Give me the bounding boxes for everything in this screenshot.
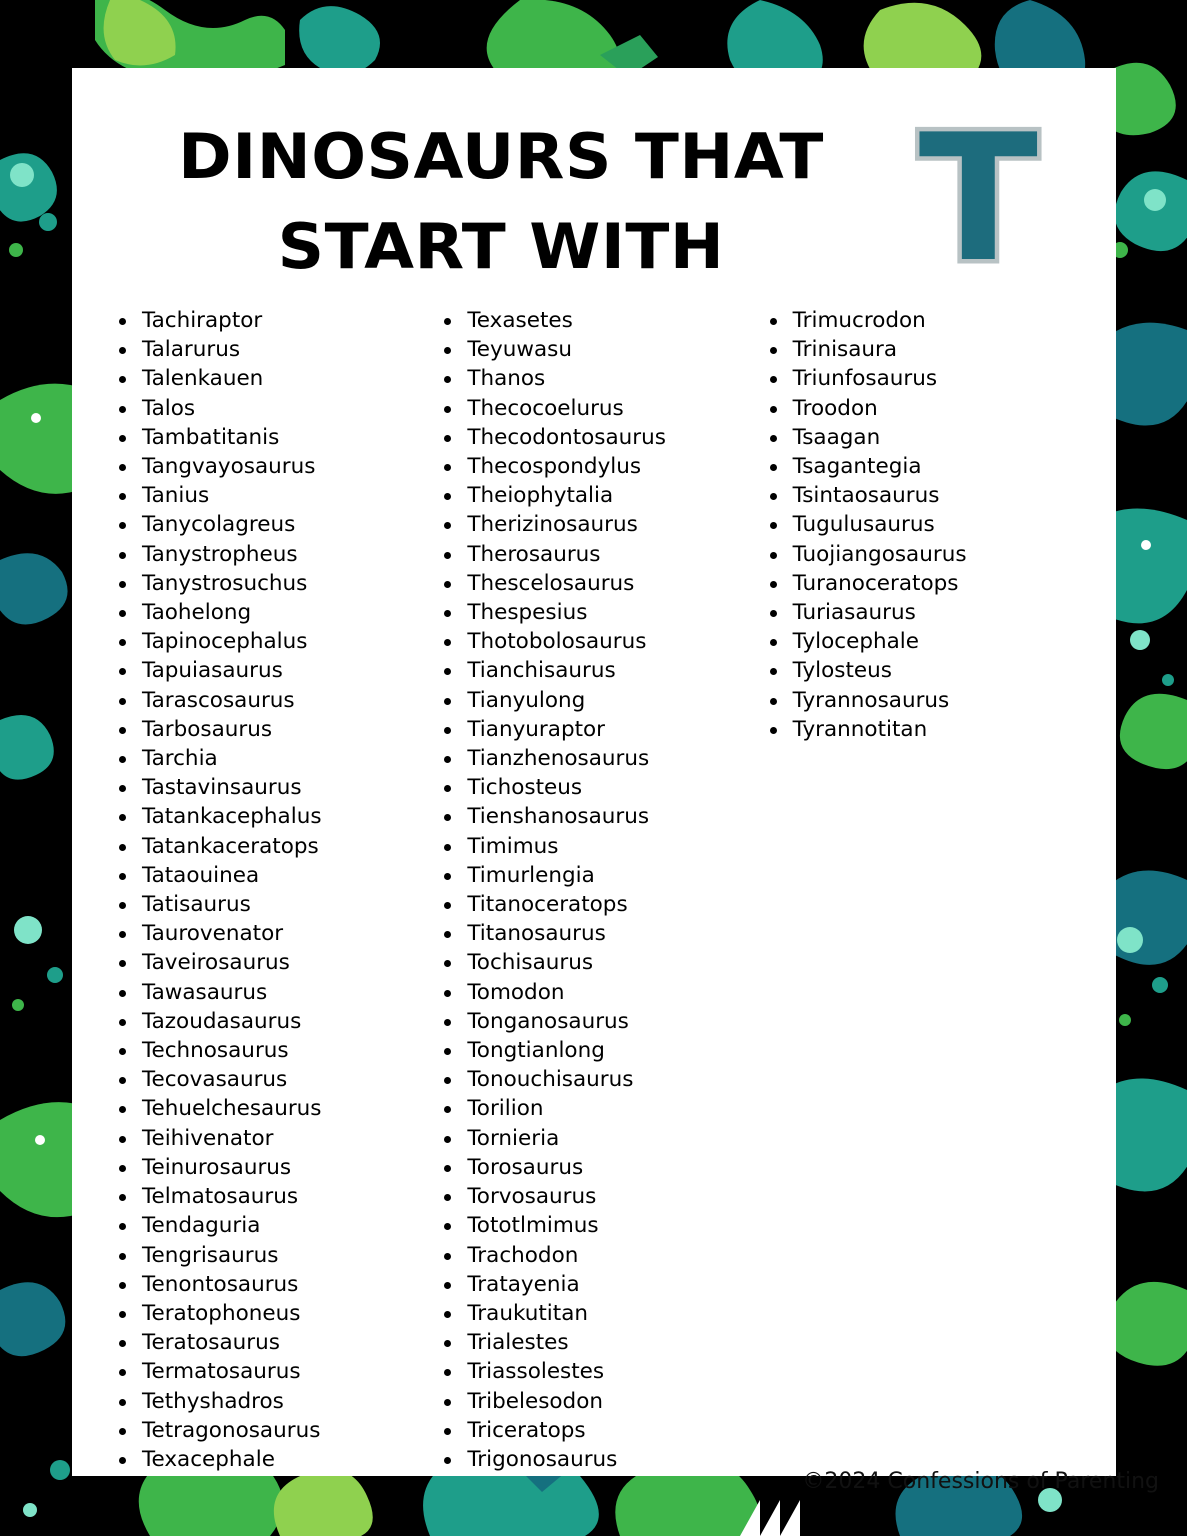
list-item: Texasetes — [431, 306, 756, 335]
list-item: Tsaagan — [757, 423, 1082, 452]
printable-sheet — [72, 68, 1116, 1476]
list-item: Triceratops — [431, 1416, 756, 1445]
list-item: Tachiraptor — [106, 306, 431, 335]
list-item: Theiophytalia — [431, 481, 756, 510]
list-item: Tataouinea — [106, 861, 431, 890]
list-item: Thotobolosaurus — [431, 627, 756, 656]
list-item: Talenkauen — [106, 364, 431, 393]
list-item: Timurlengia — [431, 861, 756, 890]
list-item: Trigonosaurus — [431, 1445, 756, 1474]
list-item: Talos — [106, 394, 431, 423]
list-item: Tapuiasaurus — [106, 656, 431, 685]
list-item: Tsagantegia — [757, 452, 1082, 481]
page-header — [106, 92, 1082, 302]
list-item: Thescelosaurus — [431, 569, 756, 598]
list-item: Turanoceratops — [757, 569, 1082, 598]
list-item: Tendaguria — [106, 1211, 431, 1240]
page-title-line-1: DINOSAURS THAT — [178, 120, 824, 193]
list-item: Tyrannosaurus — [757, 686, 1082, 715]
list-item: Tazoudasaurus — [106, 1007, 431, 1036]
list-item: Trachodon — [431, 1241, 756, 1270]
list-item: Tongtianlong — [431, 1036, 756, 1065]
list-item: Turiasaurus — [757, 598, 1082, 627]
name-list-1 — [106, 306, 431, 1474]
list-item: Tianyuraptor — [431, 715, 756, 744]
list-item: Tornieria — [431, 1124, 756, 1153]
list-item: Tengrisaurus — [106, 1241, 431, 1270]
list-item: Tuojiangosaurus — [757, 540, 1082, 569]
list-item: Triunfosaurus — [757, 364, 1082, 393]
name-list-2 — [431, 306, 756, 1474]
list-item: Trinisaura — [757, 335, 1082, 364]
list-item: Tratayenia — [431, 1270, 756, 1299]
list-item: Tetragonosaurus — [106, 1416, 431, 1445]
list-item: Tianchisaurus — [431, 656, 756, 685]
list-item: Tatankaceratops — [106, 832, 431, 861]
list-item: Therosaurus — [431, 540, 756, 569]
list-item: Tianyulong — [431, 686, 756, 715]
list-item: Tarbosaurus — [106, 715, 431, 744]
list-item: Technosaurus — [106, 1036, 431, 1065]
list-item: Thecocoelurus — [431, 394, 756, 423]
list-item: Timimus — [431, 832, 756, 861]
list-item: Texacephale — [106, 1445, 431, 1474]
name-column-2 — [431, 306, 756, 1474]
list-item: Tehuelchesaurus — [106, 1094, 431, 1123]
list-item: Tarascosaurus — [106, 686, 431, 715]
list-item: Tanystropheus — [106, 540, 431, 569]
list-item: Telmatosaurus — [106, 1182, 431, 1211]
list-item: Teratophoneus — [106, 1299, 431, 1328]
list-item: Tenontosaurus — [106, 1270, 431, 1299]
list-item: Termatosaurus — [106, 1357, 431, 1386]
list-item: Torvosaurus — [431, 1182, 756, 1211]
list-item: Talarurus — [106, 335, 431, 364]
list-item: Tambatitanis — [106, 423, 431, 452]
list-item: Tochisaurus — [431, 948, 756, 977]
list-item: Tatisaurus — [106, 890, 431, 919]
list-item: Tangvayosaurus — [106, 452, 431, 481]
list-item: Taveirosaurus — [106, 948, 431, 977]
list-item: Taurovenator — [106, 919, 431, 948]
list-item: Thanos — [431, 364, 756, 393]
list-item: Titanosaurus — [431, 919, 756, 948]
list-item: Tatankacephalus — [106, 802, 431, 831]
list-item: Trialestes — [431, 1328, 756, 1357]
list-item: Tichosteus — [431, 773, 756, 802]
list-item: Tarchia — [106, 744, 431, 773]
list-item: Thecospondylus — [431, 452, 756, 481]
name-column-1 — [106, 306, 431, 1474]
list-item: Teinurosaurus — [106, 1153, 431, 1182]
list-item: Teratosaurus — [106, 1328, 431, 1357]
list-item: Torilion — [431, 1094, 756, 1123]
list-item: Tianzhenosaurus — [431, 744, 756, 773]
page-title — [90, 92, 912, 292]
list-item: Tototlmimus — [431, 1211, 756, 1240]
list-item: Tyrannotitan — [757, 715, 1082, 744]
list-item: Tsintaosaurus — [757, 481, 1082, 510]
list-item: Taohelong — [106, 598, 431, 627]
list-item: Thespesius — [431, 598, 756, 627]
list-item: Thecodontosaurus — [431, 423, 756, 452]
letter-badge: T — [918, 98, 1038, 301]
list-item: Tawasaurus — [106, 978, 431, 1007]
list-item: Troodon — [757, 394, 1082, 423]
list-item: Tecovasaurus — [106, 1065, 431, 1094]
list-item: Tanystrosuchus — [106, 569, 431, 598]
list-item: Tienshanosaurus — [431, 802, 756, 831]
list-item: Tapinocephalus — [106, 627, 431, 656]
list-item: Tanycolagreus — [106, 510, 431, 539]
list-item: Titanoceratops — [431, 890, 756, 919]
name-list-3 — [757, 306, 1082, 744]
list-item: Therizinosaurus — [431, 510, 756, 539]
list-item: Teihivenator — [106, 1124, 431, 1153]
list-item: Tethyshadros — [106, 1387, 431, 1416]
list-item: Trimucrodon — [757, 306, 1082, 335]
list-item: Tylosteus — [757, 656, 1082, 685]
list-item: Traukutitan — [431, 1299, 756, 1328]
list-item: Tribelesodon — [431, 1387, 756, 1416]
list-item: Tugulusaurus — [757, 510, 1082, 539]
dinosaur-name-columns — [106, 306, 1082, 1474]
page-title-line-2: START WITH — [277, 209, 725, 283]
list-item: Torosaurus — [431, 1153, 756, 1182]
copyright-credit: ©2024 Confessions of Parenting — [802, 1469, 1159, 1494]
list-item: Tomodon — [431, 978, 756, 1007]
list-item: Tonouchisaurus — [431, 1065, 756, 1094]
list-item: Tonganosaurus — [431, 1007, 756, 1036]
list-item: Tanius — [106, 481, 431, 510]
list-item: Teyuwasu — [431, 335, 756, 364]
list-item: Tastavinsaurus — [106, 773, 431, 802]
list-item: Tylocephale — [757, 627, 1082, 656]
name-column-3 — [757, 306, 1082, 1474]
list-item: Triassolestes — [431, 1357, 756, 1386]
